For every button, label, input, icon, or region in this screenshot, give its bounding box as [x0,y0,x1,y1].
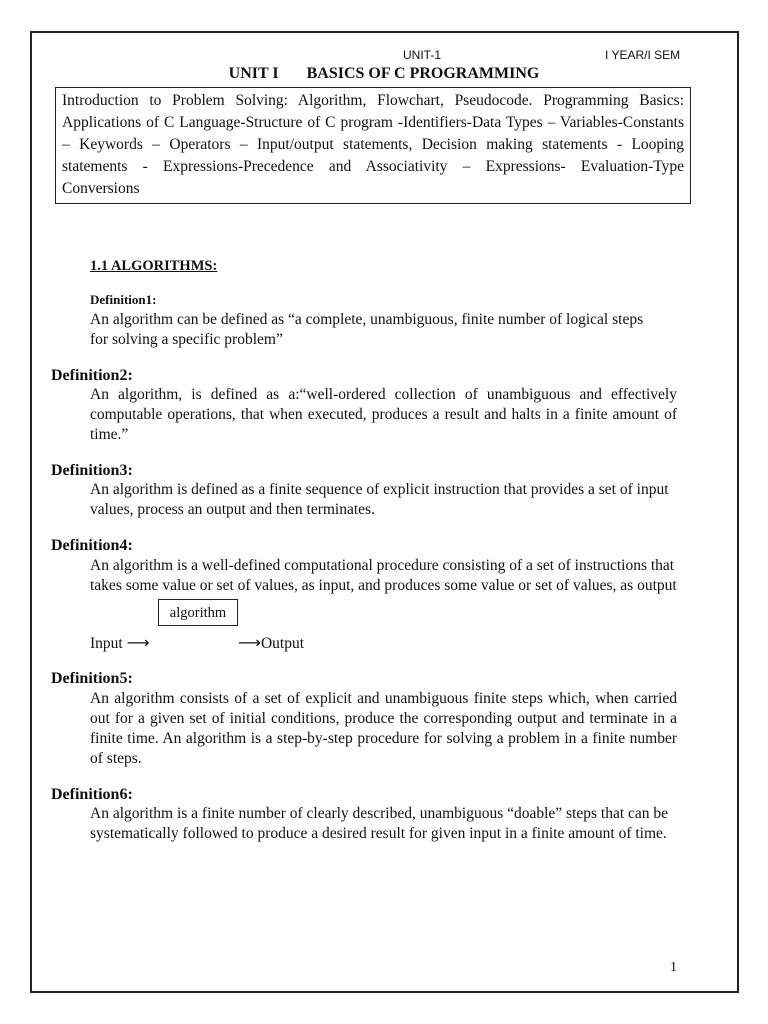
output-arrow-icon: ⟶ [238,633,261,652]
input-arrow-icon: ⟶ [126,633,150,652]
unit-name: BASICS OF C PROGRAMMING [306,65,540,82]
definition-3-title: Definition3: [51,462,133,479]
diagram-output [238,633,304,653]
definition-2-text: An algorithm, is defined as a:“well-ordered collection of unambiguous and effectively computable operations, that when executed, produces a result and halts in a finite amount of time.” [90,386,677,443]
input-label: Input [90,635,123,652]
definition-1-text: An algorithm can be defined as “a complete, unambiguous, finite number of logical steps for solving a specific problem” [90,311,644,348]
year-sem-label: I YEAR/I SEM [605,48,681,62]
diagram-input [90,633,150,653]
definition-6-text: An algorithm is a finite number of clearly described, unambiguous “doable” steps that can be systematically followed to produce a desired result for given input in a finite amount of time. [90,805,669,842]
definition-2-title: Definition2: [51,367,133,384]
definition-6-title: Definition6: [51,786,133,803]
syllabus-box: Introduction to Problem Solving: Algorithm, Flowchart, Pseudocode. Programming Basics: Applications of C Language-Structure of C program -Identifiers-Data Types – Variables-Constants – Keywords – Operators – Input/output statements, Decision making statements - Looping statements - Expressions-Precedence and Associativity – Expressions- Evaluation-Type Conversions [55,87,691,204]
definition-4-title: Definition4: [51,537,133,554]
section-heading: 1.1 ALGORITHMS: [90,258,218,274]
unit-title [0,65,768,83]
definition-3-text: An algorithm is defined as a finite sequence of explicit instruction that provides a set of input values, process an output and then terminates. [90,481,669,518]
algorithm-box: algorithm [158,599,238,626]
unit-label: UNIT-1 [403,48,442,62]
definition-4-text: An algorithm is a well-defined computational procedure consisting of a set of instructions that takes some value or set of values, as input, and produces some value or set of values, as output [90,557,677,594]
output-label: Output [260,635,304,652]
page-number: 1 [670,960,677,975]
definition-1-title: Definition1: [90,292,157,307]
definition-5-title: Definition5: [51,670,133,687]
unit-number: UNIT I [228,65,279,82]
definition-5-text: An algorithm consists of a set of explicit and unambiguous finite steps which, when carried out for a given set of initial conditions, produce the corresponding output and terminate in a finite time. An algorithm is a step-by-step procedure for solving a problem in a finite number of steps. [90,690,677,767]
